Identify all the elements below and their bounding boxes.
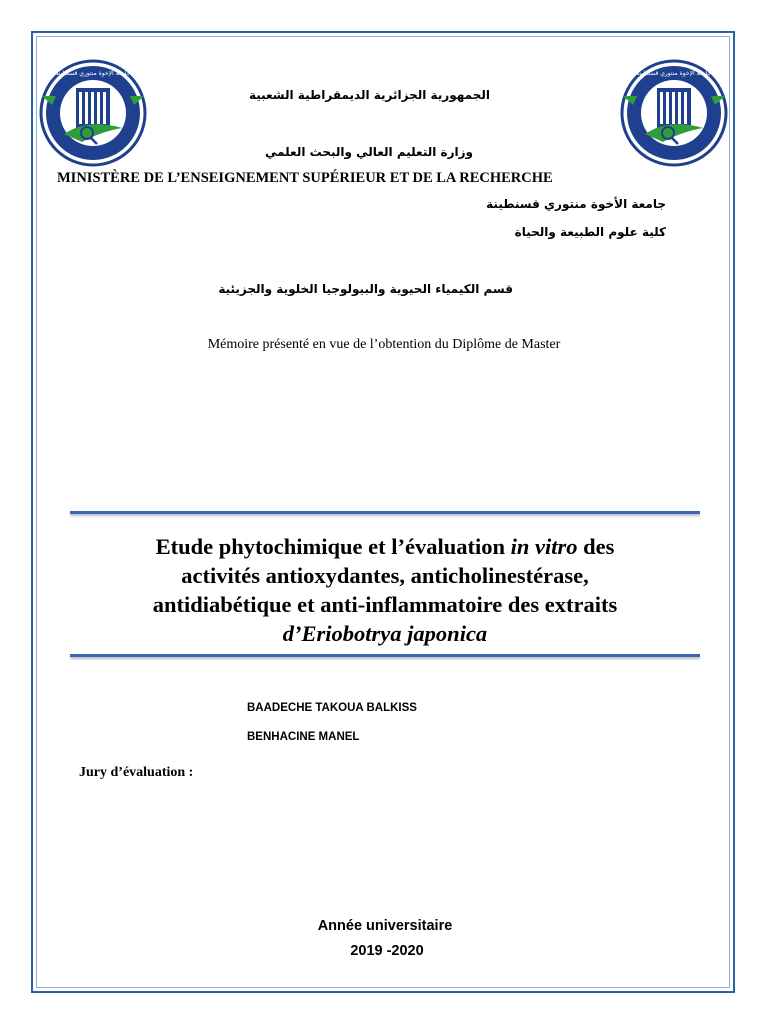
faculty-name-ar: كلية علوم الطبيعة والحياة (514, 225, 666, 239)
title-rule-top (70, 511, 700, 514)
academic-year-label: Année universitaire (317, 918, 453, 934)
jury-label: Jury d’évaluation : (79, 765, 194, 780)
university-name-ar: جامعة الأخوة منتوري قسنطينة (486, 197, 666, 211)
thesis-title (70, 532, 700, 648)
ministry-name-ar: وزارة التعليم العالي والبحث العلمي (264, 145, 473, 159)
title-line3: antidiabétique et anti-inflammatoire des extraits (152, 592, 618, 617)
author-name: BAADECHE TAKOUA BALKISS (247, 702, 417, 714)
academic-year-value: 2019 -2020 (350, 943, 424, 959)
title-line2: activités antioxydantes, anticholinestérase, (181, 563, 589, 588)
ministry-name-fr: MINISTÈRE DE L’ENSEIGNEMENT SUPÉRIEUR ET DE LA RECHERCHE (57, 170, 553, 186)
university-logo-left (38, 58, 148, 168)
title-in-vitro: in vitro (510, 534, 578, 559)
title-line4: d’Eriobotrya japonica (282, 621, 488, 646)
svg-text:جامعة الإخوة منتوري قسنطينة: جامعة الإخوة منتوري قسنطينة (636, 70, 712, 77)
svg-text:جامعة الإخوة منتوري قسنطينة: جامعة الإخوة منتوري قسنطينة (55, 70, 131, 77)
title-line1-start: Etude phytochimique et l’évaluation (155, 534, 511, 559)
title-line1-end: des (577, 534, 615, 559)
department-name-ar: قسم الكيمياء الحيوية والبيولوجيا الخلوية والجزيئية (218, 282, 513, 296)
republic-name-ar: الجمهورية الجزائرية الديمقراطية الشعبية (248, 88, 490, 102)
memoire-statement: Mémoire présenté en vue de l’obtention du Diplôme de Master (207, 337, 561, 352)
university-logo-right (619, 58, 729, 168)
title-rule-bottom (70, 654, 700, 657)
author-name: BENHACINE MANEL (247, 731, 360, 743)
